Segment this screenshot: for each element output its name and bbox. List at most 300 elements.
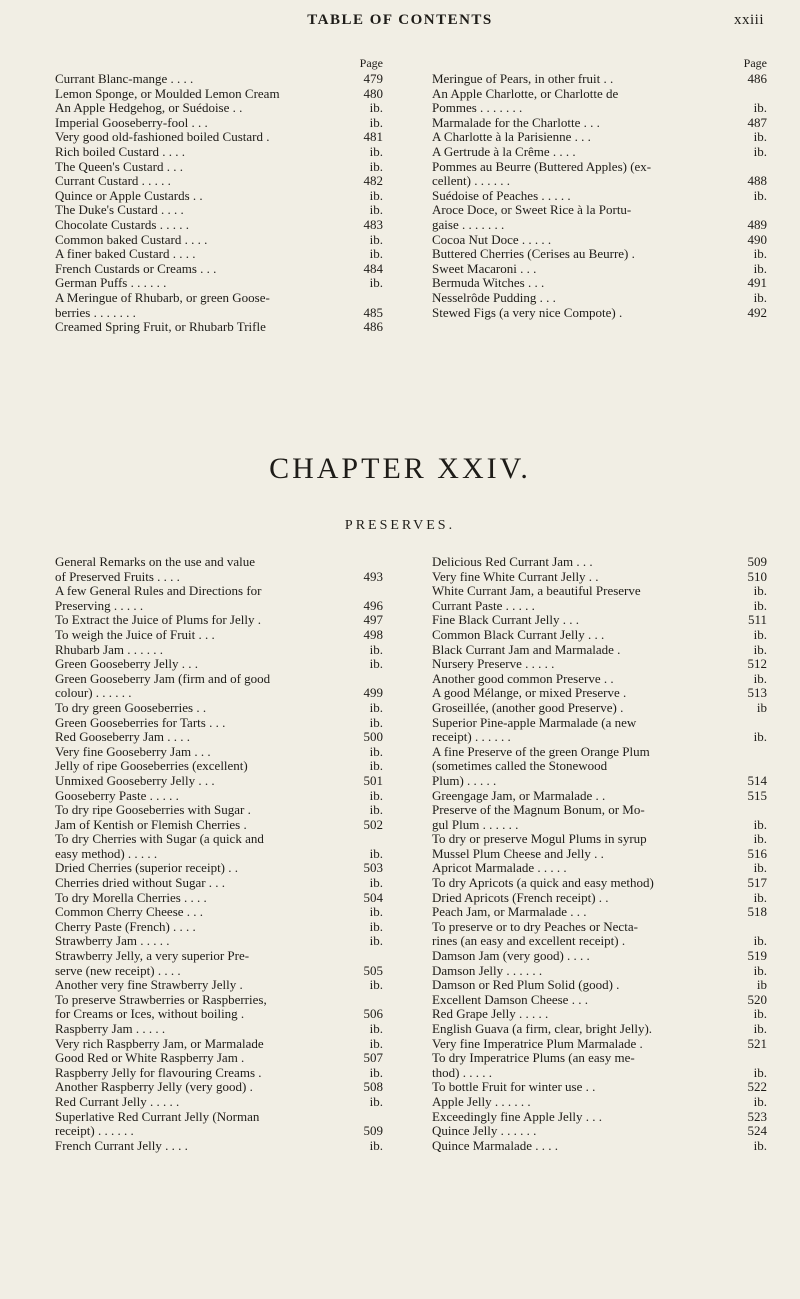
contents-entry <box>432 174 767 189</box>
entry-title: Damson or Red Plum Solid (good) . <box>432 978 620 993</box>
entry-title: Very good old-fashioned boiled Custard . <box>55 130 270 145</box>
contents-entry <box>55 174 383 189</box>
entry-title: Green Gooseberry Jelly . . . <box>55 657 198 672</box>
page-header-title: TABLE OF CONTENTS <box>307 12 493 28</box>
entry-page: ib. <box>753 1006 767 1022</box>
contents-entry <box>432 189 767 204</box>
entry-page: 521 <box>747 1035 767 1051</box>
entry-page: ib. <box>369 1064 383 1080</box>
contents-entry <box>432 774 767 789</box>
contents-entry <box>432 847 767 862</box>
entry-page: 492 <box>747 304 767 320</box>
contents-entry <box>432 130 767 145</box>
entry-page: ib. <box>753 583 767 599</box>
entry-title: colour) . . . . . . <box>55 686 132 701</box>
entry-title: Another good common Preserve . . <box>432 671 614 686</box>
contents-entry <box>55 1037 383 1052</box>
contents-entry <box>55 891 383 906</box>
entry-title: Delicious Red Currant Jam . . . <box>432 555 593 569</box>
entry-page: ib. <box>753 246 767 262</box>
entry-page: ib. <box>369 743 383 759</box>
contents-entry <box>432 789 767 804</box>
contents-entry <box>55 1080 383 1095</box>
entry-page: ib. <box>369 656 383 672</box>
contents-entry <box>55 1007 383 1022</box>
contents-entry <box>432 978 767 993</box>
entry-title: Very fine Imperatrice Plum Marmalade . <box>432 1036 643 1051</box>
contents-entry <box>432 1095 767 1110</box>
contents-entry <box>55 130 383 145</box>
contents-entry <box>55 789 383 804</box>
entry-page: ib. <box>369 758 383 774</box>
entry-title: Quince Jelly . . . . . . <box>432 1124 537 1139</box>
entry-title: of Preserved Fruits . . . . <box>55 569 180 584</box>
contents-entry <box>432 613 767 628</box>
entry-title: Marmalade for the Charlotte . . . <box>432 115 600 130</box>
entry-title: easy method) . . . . . <box>55 846 158 861</box>
entry-title: A good Mélange, or mixed Preserve . <box>432 686 627 701</box>
contents-entry <box>432 964 767 979</box>
entry-title: Peach Jam, or Marmalade . . . <box>432 905 587 920</box>
entry-title: To preserve Strawberries or Raspberries, <box>55 992 267 1007</box>
entry-title: A Gertrude à la Crême . . . . <box>432 144 576 159</box>
entry-title: A fine Preserve of the green Orange Plum <box>432 744 650 759</box>
contents-entry <box>55 861 383 876</box>
entry-title: Cherry Paste (French) . . . . <box>55 919 196 934</box>
entry-page: 512 <box>747 656 767 672</box>
entry-title: French Currant Jelly . . . . <box>55 1138 188 1153</box>
entry-page: ib. <box>753 670 767 686</box>
entry-page: ib. <box>753 1093 767 1109</box>
contents-entry <box>432 716 767 731</box>
entry-title: Plum) . . . . . <box>432 773 497 788</box>
entry-title: Jelly of ripe Gooseberries (excellent) <box>55 759 248 774</box>
contents-entry <box>55 87 383 102</box>
entry-page: 520 <box>747 991 767 1007</box>
entry-page: ib. <box>369 641 383 657</box>
entry-page: ib. <box>753 933 767 949</box>
entry-title: Red Gooseberry Jam . . . . <box>55 730 191 745</box>
entry-title: The Queen's Custard . . . <box>55 159 183 174</box>
entry-page: 490 <box>747 231 767 247</box>
entry-page: ib. <box>369 100 383 116</box>
entry-title: Greengage Jam, or Marmalade . . <box>432 788 606 803</box>
entry-title: Common baked Custard . . . . <box>55 232 208 247</box>
entry-title: Unmixed Gooseberry Jelly . . . <box>55 773 215 788</box>
entry-page: ib. <box>753 889 767 905</box>
entry-page: 482 <box>363 173 383 189</box>
entry-page: ib. <box>753 962 767 978</box>
entry-title: Gooseberry Paste . . . . . <box>55 788 179 803</box>
entry-page: 514 <box>747 772 767 788</box>
entry-title: rines (an easy and excellent receipt) . <box>432 934 626 949</box>
entry-page: ib. <box>753 729 767 745</box>
entry-page: ib. <box>753 1064 767 1080</box>
entry-page: 523 <box>747 1108 767 1124</box>
entry-page: 511 <box>747 612 767 628</box>
contents-entry <box>432 570 767 585</box>
entry-title: Green Gooseberry Jam (firm and of good <box>55 671 271 686</box>
entry-page: ib. <box>369 714 383 730</box>
contents-entry <box>55 774 383 789</box>
entry-page: 522 <box>747 1079 767 1095</box>
contents-entry <box>55 1022 383 1037</box>
contents-entry <box>55 657 383 672</box>
entry-page: 519 <box>747 948 767 964</box>
entry-title: Creamed Spring Fruit, or Rhubarb Trifle <box>55 320 266 335</box>
entry-title: for Creams or Ices, without boiling . <box>55 1007 245 1022</box>
entry-title: Buttered Cherries (Cerises au Beurre) . <box>432 247 635 262</box>
entry-title: Red Currant Jelly . . . . . <box>55 1094 180 1109</box>
entry-page: ib. <box>753 1137 767 1153</box>
entry-title: serve (new receipt) . . . . <box>55 963 181 978</box>
running-head <box>0 12 800 36</box>
contents-entry <box>55 218 383 233</box>
entry-title: gaise . . . . . . . <box>432 217 505 232</box>
contents-entry <box>432 832 767 847</box>
entry-title: Chocolate Custards . . . . . <box>55 217 189 232</box>
entry-title: Red Grape Jelly . . . . . <box>432 1007 549 1022</box>
entry-page: 509 <box>747 554 767 569</box>
entry-title: Currant Paste . . . . . <box>432 598 535 613</box>
contents-entry <box>55 730 383 745</box>
contents-entry <box>432 291 767 306</box>
contents-entry <box>55 584 383 599</box>
entry-page: 507 <box>363 1050 383 1066</box>
entry-title: To dry ripe Gooseberries with Sugar . <box>55 803 251 818</box>
contents-entry <box>55 876 383 891</box>
entry-title: Superior Pine-apple Marmalade (a new <box>432 715 637 730</box>
entry-page: 491 <box>747 275 767 291</box>
contents-entry <box>432 803 767 818</box>
entry-title: Mussel Plum Cheese and Jelly . . <box>432 846 604 861</box>
contents-entry <box>432 891 767 906</box>
chapter-title: CHAPTER XXIV. <box>269 452 531 485</box>
entry-page: ib. <box>369 802 383 818</box>
entry-title: White Currant Jam, a beautiful Preserve <box>432 584 641 599</box>
contents-column-upper-right <box>432 55 767 320</box>
contents-entry <box>432 247 767 262</box>
entry-title: receipt) . . . . . . <box>55 1124 134 1139</box>
contents-entry <box>55 672 383 687</box>
entry-page: ib. <box>369 904 383 920</box>
entry-title: Dried Apricots (French receipt) . . <box>432 890 609 905</box>
entry-page: 500 <box>363 729 383 745</box>
contents-entry <box>432 1037 767 1052</box>
entry-page: ib. <box>369 1021 383 1036</box>
entry-title: Exceedingly fine Apple Jelly . . . <box>432 1109 603 1124</box>
entry-title: Groseillée, (another good Preserve) . <box>432 700 624 715</box>
contents-entry <box>55 803 383 818</box>
contents-entry <box>55 1110 383 1125</box>
entry-title: Currant Blanc-mange . . . . <box>55 72 194 86</box>
contents-entry <box>55 1139 383 1154</box>
entry-title: Currant Custard . . . . . <box>55 174 171 189</box>
entry-page: ib. <box>369 231 383 247</box>
contents-entry <box>55 1066 383 1081</box>
entry-title: Common Black Currant Jelly . . . <box>432 627 605 642</box>
entry-page: ib. <box>369 977 383 993</box>
entry-page: 502 <box>363 816 383 832</box>
contents-entry <box>55 716 383 731</box>
entry-page: 488 <box>747 173 767 189</box>
contents-column-lower-right <box>432 555 767 1153</box>
entry-title: Nesselrôde Pudding . . . <box>432 290 556 305</box>
entry-page: ib. <box>753 187 767 203</box>
contents-entry <box>432 861 767 876</box>
entry-page: 510 <box>747 568 767 584</box>
entry-title: Very rich Raspberry Jam, or Marmalade <box>55 1036 264 1051</box>
entry-title: gul Plum . . . . . . <box>432 817 519 832</box>
entry-page: 518 <box>747 904 767 920</box>
contents-entry <box>55 686 383 701</box>
entry-page: ib. <box>753 831 767 847</box>
contents-entry <box>55 759 383 774</box>
entry-title: receipt) . . . . . . <box>432 730 511 745</box>
entry-title: The Duke's Custard . . . . <box>55 203 184 218</box>
contents-entry <box>432 745 767 760</box>
entry-title: A finer baked Custard . . . . <box>55 247 196 262</box>
contents-column-lower-left <box>55 555 383 1153</box>
entry-title: Stewed Figs (a very nice Compote) . <box>432 305 623 320</box>
contents-entry <box>55 555 383 570</box>
entry-page: 483 <box>363 216 383 232</box>
contents-entry <box>55 832 383 847</box>
entry-title: Apricot Marmalade . . . . . <box>432 861 567 876</box>
contents-entry <box>432 145 767 160</box>
entry-title: Sweet Macaroni . . . <box>432 261 537 276</box>
entry-page: 486 <box>747 71 767 86</box>
entry-page: ib. <box>369 875 383 891</box>
contents-entry <box>55 160 383 175</box>
contents-entry <box>55 1051 383 1066</box>
contents-entry <box>432 1110 767 1125</box>
contents-entry <box>432 701 767 716</box>
entry-page: 509 <box>363 1123 383 1139</box>
entry-page: 498 <box>363 626 383 642</box>
contents-entry <box>432 759 767 774</box>
contents-entry <box>55 320 383 335</box>
entry-title: General Remarks on the use and value <box>55 555 255 569</box>
entry-page: ib. <box>369 1137 383 1153</box>
contents-entry <box>432 555 767 570</box>
entry-title: Damson Jam (very good) . . . . <box>432 949 590 964</box>
contents-entry <box>55 613 383 628</box>
entry-title: Superlative Red Currant Jelly (Norman <box>55 1109 260 1124</box>
page-number: xxiii <box>733 12 764 28</box>
entry-title: To dry Apricots (a quick and easy method) <box>432 876 654 891</box>
entry-title: Apple Jelly . . . . . . <box>432 1094 531 1109</box>
entry-page: 497 <box>363 612 383 628</box>
entry-page: 496 <box>363 597 383 613</box>
entry-page: ib. <box>369 918 383 934</box>
entry-title: Another Raspberry Jelly (very good) . <box>55 1080 253 1095</box>
contents-entry <box>432 920 767 935</box>
entry-page: ib. <box>753 641 767 657</box>
entry-title: Imperial Gooseberry-fool . . . <box>55 115 208 130</box>
entry-title: Green Gooseberries for Tarts . . . <box>55 715 226 730</box>
entry-title: Rhubarb Jam . . . . . . <box>55 642 163 657</box>
entry-page: 506 <box>363 1006 383 1022</box>
contents-entry <box>432 233 767 248</box>
entry-page: ib. <box>369 202 383 218</box>
entry-page: ib. <box>369 158 383 174</box>
entry-title: Aroce Doce, or Sweet Rice à la Portu- <box>432 203 632 218</box>
entry-page: ib. <box>753 260 767 276</box>
entry-title: To dry Morella Cherries . . . . <box>55 890 207 905</box>
contents-entry <box>432 657 767 672</box>
entry-page: 493 <box>363 568 383 584</box>
entry-title: German Puffs . . . . . . <box>55 276 167 291</box>
entry-page: ib. <box>369 246 383 262</box>
contents-entry <box>55 1124 383 1139</box>
contents-entry <box>55 934 383 949</box>
entry-page: 485 <box>363 304 383 320</box>
contents-entry <box>432 276 767 291</box>
entry-title: Nursery Preserve . . . . . <box>432 657 555 672</box>
entry-page: 479 <box>363 71 383 86</box>
entry-page: 487 <box>747 114 767 130</box>
contents-entry <box>432 87 767 102</box>
page-column-label: Page <box>359 56 383 70</box>
contents-entry <box>55 116 383 131</box>
entry-page: ib. <box>369 275 383 291</box>
entry-page: 513 <box>747 685 767 701</box>
contents-entry <box>55 247 383 262</box>
entry-title: English Guava (a firm, clear, bright Jelly). <box>432 1022 653 1036</box>
entry-title: (sometimes called the Stonewood <box>432 759 608 774</box>
contents-entry <box>55 189 383 204</box>
contents-entry <box>55 570 383 585</box>
entry-title: To dry Cherries with Sugar (a quick and <box>55 832 264 847</box>
contents-entry <box>432 160 767 175</box>
entry-page: ib. <box>369 933 383 949</box>
entry-title: Strawberry Jelly, a very superior Pre- <box>55 949 250 964</box>
contents-entry <box>55 993 383 1008</box>
contents-entry <box>432 1124 767 1139</box>
entry-title: Preserve of the Magnum Bonum, or Mo- <box>432 803 645 818</box>
entry-title: A Charlotte à la Parisienne . . . <box>432 130 591 145</box>
entry-title: Suédoise of Peaches . . . . . <box>432 188 571 203</box>
contents-entry <box>432 949 767 964</box>
contents-entry <box>432 1066 767 1081</box>
contents-entry <box>432 116 767 131</box>
entry-page: 505 <box>363 962 383 978</box>
entry-title: To dry or preserve Mogul Plums in syrup <box>432 832 647 847</box>
contents-entry <box>55 291 383 306</box>
contents-entry <box>432 672 767 687</box>
contents-entry <box>55 745 383 760</box>
entry-title: Common Cherry Cheese . . . <box>55 905 204 920</box>
entry-title: Quince Marmalade . . . . <box>432 1138 558 1153</box>
entry-title: An Apple Charlotte, or Charlotte de <box>432 86 619 101</box>
entry-title: Good Red or White Raspberry Jam . <box>55 1051 245 1066</box>
contents-entry <box>55 306 383 321</box>
contents-entry <box>55 964 383 979</box>
contents-entry <box>55 701 383 716</box>
contents-entry <box>432 306 767 321</box>
entry-title: To dry Imperatrice Plums (an easy me- <box>432 1051 635 1066</box>
page-column-label: Page <box>743 56 767 70</box>
entry-page: 489 <box>747 216 767 232</box>
contents-entry <box>432 1051 767 1066</box>
entry-page: ib <box>756 699 767 715</box>
contents-entry <box>432 934 767 949</box>
entry-title: Rich boiled Custard . . . . <box>55 144 185 159</box>
entry-page: ib. <box>753 143 767 159</box>
entry-page: ib. <box>753 860 767 876</box>
contents-entry <box>55 233 383 248</box>
contents-entry <box>432 643 767 658</box>
contents-entry <box>55 628 383 643</box>
entry-page: ib. <box>753 626 767 642</box>
entry-title: To preserve or to dry Peaches or Necta- <box>432 919 638 934</box>
entry-page: ib. <box>369 845 383 861</box>
entry-page: ib. <box>369 114 383 130</box>
contents-entry <box>432 1007 767 1022</box>
contents-entry <box>55 643 383 658</box>
contents-entry <box>55 949 383 964</box>
entry-title: Very fine Gooseberry Jam . . . <box>55 744 211 759</box>
contents-entry <box>55 72 383 87</box>
contents-entry <box>55 599 383 614</box>
entry-title: Preserving . . . . . <box>55 598 144 613</box>
entry-page: 484 <box>363 260 383 276</box>
entry-title: Pommes . . . . . . . <box>432 101 523 116</box>
entry-title: Another very fine Strawberry Jelly . <box>55 978 243 993</box>
contents-entry <box>55 1095 383 1110</box>
entry-title: Jam of Kentish or Flemish Cherries . <box>55 817 247 832</box>
entry-page: 517 <box>747 875 767 891</box>
entry-title: Damson Jelly . . . . . . <box>432 963 543 978</box>
contents-entry <box>432 218 767 233</box>
contents-entry <box>432 262 767 277</box>
contents-entry <box>432 1022 767 1037</box>
entry-title: Fine Black Currant Jelly . . . <box>432 613 579 628</box>
contents-entry <box>55 262 383 277</box>
entry-page: ib. <box>369 699 383 715</box>
entry-title: French Custards or Creams . . . <box>55 261 217 276</box>
contents-entry <box>432 72 767 87</box>
contents-entry <box>432 993 767 1008</box>
entry-title: To weigh the Juice of Fruit . . . <box>55 627 215 642</box>
contents-entry <box>432 730 767 745</box>
entry-page: ib. <box>369 1035 383 1051</box>
entry-title: Pommes au Beurre (Buttered Apples) (ex- <box>432 159 652 174</box>
contents-entry <box>432 905 767 920</box>
entry-page: 501 <box>363 772 383 788</box>
entry-page: ib. <box>753 1021 767 1036</box>
contents-entry <box>432 876 767 891</box>
entry-title: Strawberry Jam . . . . . <box>55 934 170 949</box>
contents-entry <box>55 818 383 833</box>
entry-page: 515 <box>747 787 767 803</box>
entry-title: To dry green Gooseberries . . <box>55 700 207 715</box>
entry-page: 486 <box>363 319 383 335</box>
entry-title: A few General Rules and Directions for <box>55 584 262 599</box>
contents-entry <box>432 686 767 701</box>
entry-title: Raspberry Jelly for flavouring Creams . <box>55 1065 262 1080</box>
entry-title: Black Currant Jam and Marmalade . <box>432 642 621 657</box>
contents-entry <box>432 584 767 599</box>
entry-page: 481 <box>363 129 383 145</box>
contents-entry <box>432 101 767 116</box>
entry-page: 480 <box>363 85 383 101</box>
contents-entry <box>432 628 767 643</box>
entry-page: 508 <box>363 1079 383 1095</box>
contents-entry <box>55 920 383 935</box>
entry-title: berries . . . . . . . <box>55 305 136 320</box>
